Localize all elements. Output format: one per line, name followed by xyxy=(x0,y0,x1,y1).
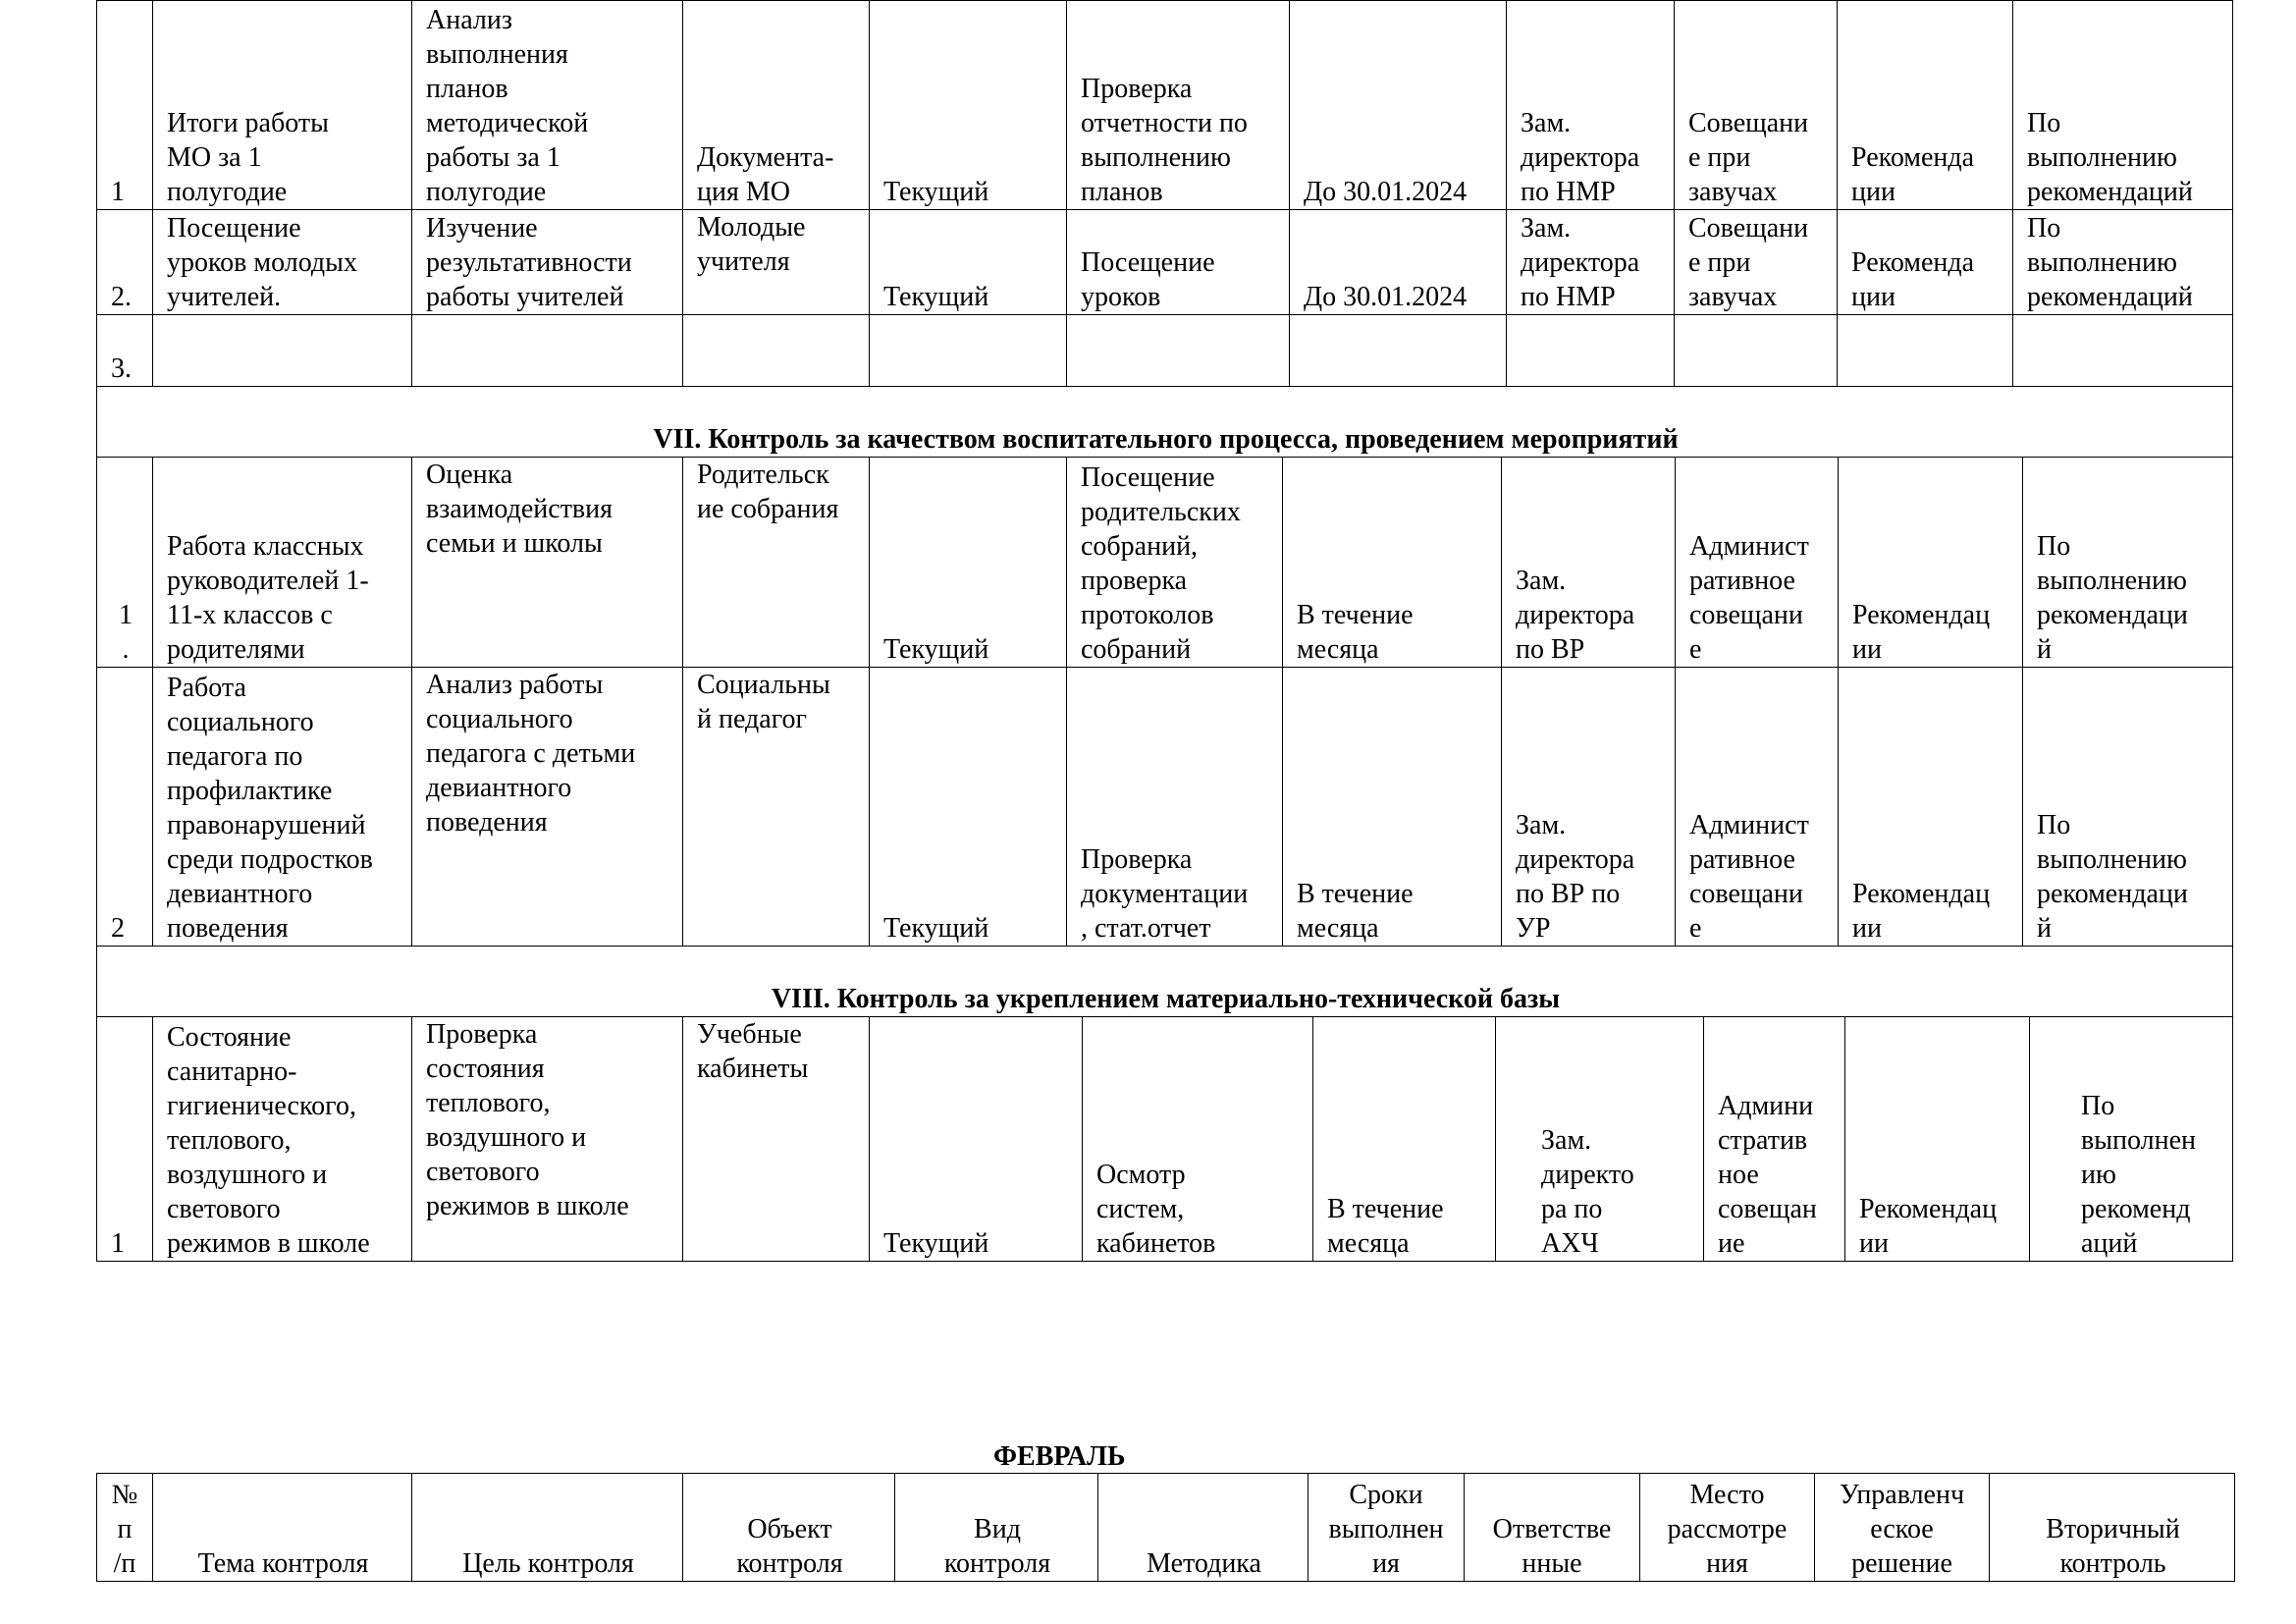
control-goal xyxy=(412,315,683,387)
control-object: Документа- ция МО xyxy=(683,1,870,210)
secondary-control: По выполнению рекомендаци й xyxy=(2023,458,2233,668)
table-row xyxy=(97,210,2233,315)
section-viii-title: VIII. Контроль за укреплением материально-технической базы xyxy=(97,947,2233,1017)
control-method: Посещение уроков xyxy=(1067,210,1290,315)
header-deadline: Сроки выполнен ия xyxy=(1308,1474,1465,1582)
february-title: ФЕВРАЛЬ xyxy=(993,1441,1126,1472)
section-vii-table xyxy=(96,457,2233,1017)
february-header-row xyxy=(97,1474,2235,1582)
control-deadline: В течение месяца xyxy=(1283,668,1502,947)
control-type: Текущий xyxy=(870,210,1067,315)
control-responsible: Зам. директо ра по АХЧ xyxy=(1496,1017,1704,1262)
control-topic: Итоги работы МО за 1 полугодие xyxy=(153,1,412,210)
table-row xyxy=(97,1,2233,210)
header-goal: Цель контроля xyxy=(412,1474,683,1582)
header-type: Вид контроля xyxy=(895,1474,1098,1582)
control-goal: Анализ работы социального педагога с детьми девиантного поведения xyxy=(412,668,683,947)
control-type: Текущий xyxy=(870,458,1067,668)
control-object: Родительск ие собрания xyxy=(683,458,870,668)
control-object: Молодые учителя xyxy=(683,210,870,315)
control-topic: Работа социального педагога по профилактике правонарушений среди подростков девиантного поведения xyxy=(153,668,412,947)
row-number: 2. xyxy=(97,210,153,315)
control-type: Текущий xyxy=(870,1,1067,210)
header-secondary: Вторичный контроль xyxy=(1990,1474,2235,1582)
control-responsible: Зам. директора по НМР xyxy=(1507,210,1675,315)
control-deadline: В течение месяца xyxy=(1313,1017,1496,1262)
control-method: Посещение родительских собраний, проверка протоколов собраний xyxy=(1067,458,1283,668)
control-responsible: Зам. директора по ВР по УР xyxy=(1502,668,1676,947)
control-deadline: До 30.01.2024 xyxy=(1290,210,1507,315)
review-place: Админист ративное совещани е xyxy=(1676,458,1839,668)
control-type: Текущий xyxy=(870,1017,1083,1262)
table-row xyxy=(97,458,2233,668)
control-goal: Проверка состояния теплового, воздушного и светового режимов в школе xyxy=(412,1017,683,1262)
review-place: Совещани е при завучах xyxy=(1675,210,1838,315)
control-deadline xyxy=(1290,315,1507,387)
review-place: Админи стратив ное совещан ие xyxy=(1704,1017,1845,1262)
management-decision xyxy=(1838,315,2013,387)
table-row xyxy=(97,315,2233,387)
header-number: № п /п xyxy=(97,1474,153,1582)
control-deadline: В течение месяца xyxy=(1283,458,1502,668)
header-place: Место рассмотре ния xyxy=(1640,1474,1815,1582)
control-goal: Изучение результативности работы учителей xyxy=(412,210,683,315)
header-object: Объект контроля xyxy=(683,1474,895,1582)
section-viii-table xyxy=(96,1016,2233,1262)
secondary-control: По выполнен ию рекоменд аций xyxy=(2030,1017,2233,1262)
secondary-control: По выполнению рекомендаций xyxy=(2013,1,2233,210)
control-goal: Анализ выполнения планов методической работы за 1 полугодие xyxy=(412,1,683,210)
review-place xyxy=(1675,315,1838,387)
row-number: 3. xyxy=(97,315,153,387)
secondary-control: По выполнению рекомендаций xyxy=(2013,210,2233,315)
control-object: Учебные кабинеты xyxy=(683,1017,870,1262)
row-number: 2 xyxy=(97,668,153,947)
control-object xyxy=(683,315,870,387)
review-place: Совещани е при завучах xyxy=(1675,1,1838,210)
control-responsible: Зам. директора по НМР xyxy=(1507,1,1675,210)
management-decision: Рекомендац ии xyxy=(1839,458,2023,668)
header-decision: Управленч еское решение xyxy=(1815,1474,1990,1582)
february-table xyxy=(96,1473,2235,1582)
header-method: Методика xyxy=(1098,1474,1308,1582)
review-place: Админист ративное совещани е xyxy=(1676,668,1839,947)
table-row xyxy=(97,668,2233,947)
control-topic: Состояние санитарно- гигиенического, теплового, воздушного и светового режимов в школе xyxy=(153,1017,412,1262)
management-decision: Рекомендац ии xyxy=(1845,1017,2030,1262)
secondary-control xyxy=(2013,315,2233,387)
control-topic: Работа классных руководителей 1- 11-х классов с родителями xyxy=(153,458,412,668)
section-vii-title: VII. Контроль за качеством воспитательного процесса, проведением мероприятий xyxy=(97,387,2233,458)
row-number: 1 xyxy=(97,1,153,210)
row-number: 1 . xyxy=(97,458,153,668)
control-responsible xyxy=(1507,315,1675,387)
control-method xyxy=(1067,315,1290,387)
management-decision: Рекомендац ии xyxy=(1839,668,2023,947)
section-vi-table xyxy=(96,0,2233,458)
table-row xyxy=(97,1017,2233,1262)
control-method: Осмотр систем, кабинетов xyxy=(1083,1017,1313,1262)
control-method: Проверка отчетности по выполнению планов xyxy=(1067,1,1290,210)
control-responsible: Зам. директора по ВР xyxy=(1502,458,1676,668)
management-decision: Рекоменда ции xyxy=(1838,210,2013,315)
section-viii-header-row xyxy=(97,947,2233,1017)
section-vii-header-row xyxy=(97,387,2233,458)
header-responsible: Ответстве нные xyxy=(1465,1474,1640,1582)
control-topic: Посещение уроков молодых учителей. xyxy=(153,210,412,315)
control-goal: Оценка взаимодействия семьи и школы xyxy=(412,458,683,668)
control-type xyxy=(870,315,1067,387)
control-type: Текущий xyxy=(870,668,1067,947)
control-object: Социальны й педагог xyxy=(683,668,870,947)
row-number: 1 xyxy=(97,1017,153,1262)
control-topic xyxy=(153,315,412,387)
header-topic: Тема контроля xyxy=(153,1474,412,1582)
control-deadline: До 30.01.2024 xyxy=(1290,1,1507,210)
management-decision: Рекоменда ции xyxy=(1838,1,2013,210)
control-method: Проверка документации , стат.отчет xyxy=(1067,668,1283,947)
secondary-control: По выполнению рекомендаци й xyxy=(2023,668,2233,947)
